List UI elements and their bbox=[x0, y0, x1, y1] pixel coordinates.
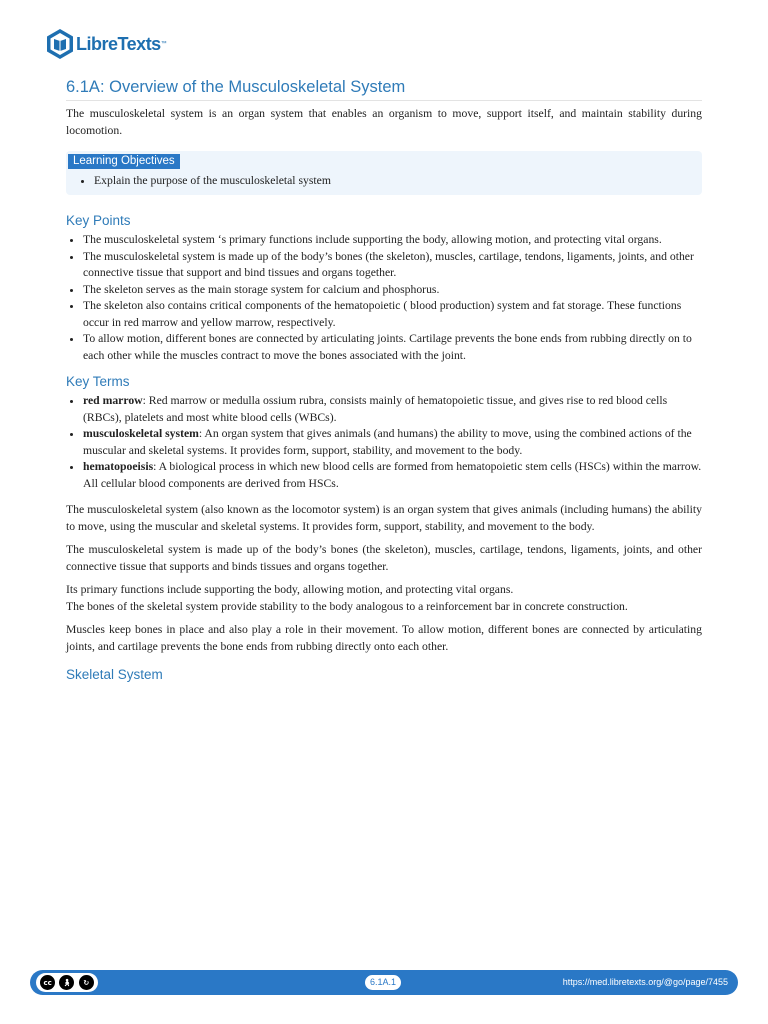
body-paragraph: The musculoskeletal system is made up of the body’s bones (the skeleton), muscles, cartilage, tendons, ligaments, joints, and other connective tissue that supports and binds tissues and organs together. bbox=[66, 543, 702, 573]
term-definition: : An organ system that gives animals (and humans) the ability to move, using the combined actions of the muscular and skeletal systems. It provides form, support, stability, and movement to the body. bbox=[83, 427, 692, 457]
list-item: • The musculoskeletal system is made up of the body’s bones (the skeleton), muscles, cartilage, tendons, ligaments, joints, and other connective tissue that support and bind tissues and organs together. bbox=[83, 249, 702, 282]
intro-paragraph: The musculoskeletal system is an organ system that enables an organism to move, support itself, and maintain stability during locomotion. bbox=[66, 107, 702, 137]
attribution-icon: 🚶︎ bbox=[59, 975, 74, 990]
key-points-heading: Key Points bbox=[66, 213, 131, 228]
learning-objectives-box bbox=[66, 151, 702, 195]
page-number-badge: 6.1A.1 bbox=[365, 975, 401, 990]
creative-commons-badge[interactable] bbox=[36, 973, 98, 992]
libretexts-logo-icon bbox=[46, 28, 74, 60]
list-item bbox=[83, 426, 702, 459]
list-item bbox=[83, 393, 702, 426]
key-points-list bbox=[66, 232, 702, 364]
learning-objectives-label: Learning Objectives bbox=[68, 154, 180, 169]
functions-line-2: The bones of the skeletal system provide stability to the body analogous to a reinforcement bar in concrete construction. bbox=[66, 599, 628, 613]
list-item: • To allow motion, different bones are connected by articulating joints. Cartilage prevents the bone ends from rubbing directly on to each other while the muscles contract to move the bones associated with the joint. bbox=[83, 331, 702, 364]
list-item: • The skeleton also contains critical components of the hematopoietic ( blood production) system and fat storage. These functions occur in red marrow and yellow marrow, respectively. bbox=[83, 298, 702, 331]
functions-line-1: Its primary functions include supporting the body, allowing motion, and protecting vital organs. bbox=[66, 583, 514, 596]
cc-icon: cc bbox=[40, 975, 55, 990]
page-footer bbox=[30, 970, 738, 995]
muscles-paragraph: Muscles keep bones in place and also play a role in their movement. To allow motion, different bones are connected by articulating joints, and cartilage prevents the bone ends from rubbing directly onto each other. bbox=[66, 623, 702, 653]
term-definition: : A biological process in which new blood cells are formed from hematopoietic stem cells (HSCs) within the marrow. All cellular blood components are derived from HSCs. bbox=[83, 460, 702, 490]
functions-paragraph bbox=[66, 582, 702, 615]
term-name: musculoskeletal system bbox=[83, 427, 199, 440]
term-definition: : Red marrow or medulla ossium rubra, consists mainly of hematopoietic tissue, and gives rise to red blood cells (RBCs), platelets and most white blood cells (WBCs). bbox=[83, 394, 668, 424]
logo-trademark: ™ bbox=[160, 41, 167, 47]
list-item: • The skeleton serves as the main storage system for calcium and phosphorus. bbox=[83, 282, 702, 299]
term-name: hematopoeisis bbox=[83, 460, 154, 473]
list-item: • The musculoskeletal system ‘s primary functions include supporting the body, allowing motion, and protecting vital organs. bbox=[83, 232, 702, 249]
key-terms-heading: Key Terms bbox=[66, 374, 130, 389]
learning-objectives-list bbox=[66, 173, 702, 189]
body-paragraph: The musculoskeletal system (also known as the locomotor system) is an organ system that gives animals (including humans) the ability to move, using the muscular and skeletal systems. It provides form, support, stability, and movement to the body. bbox=[66, 503, 702, 533]
share-alike-icon: ↻ bbox=[79, 975, 94, 990]
list-item bbox=[83, 459, 702, 492]
list-item: • Explain the purpose of the musculoskeletal system bbox=[94, 173, 702, 189]
term-name: red marrow bbox=[83, 394, 143, 407]
main-content bbox=[66, 78, 702, 686]
skeletal-system-heading: Skeletal System bbox=[66, 667, 163, 682]
page-url-link[interactable]: https://med.libretexts.org/@go/page/7455 bbox=[562, 977, 728, 987]
libretexts-logo[interactable] bbox=[46, 28, 167, 60]
page-title: 6.1A: Overview of the Musculoskeletal System bbox=[66, 78, 702, 101]
key-terms-list bbox=[66, 393, 702, 492]
logo-wordmark: LibreTexts bbox=[76, 33, 161, 54]
